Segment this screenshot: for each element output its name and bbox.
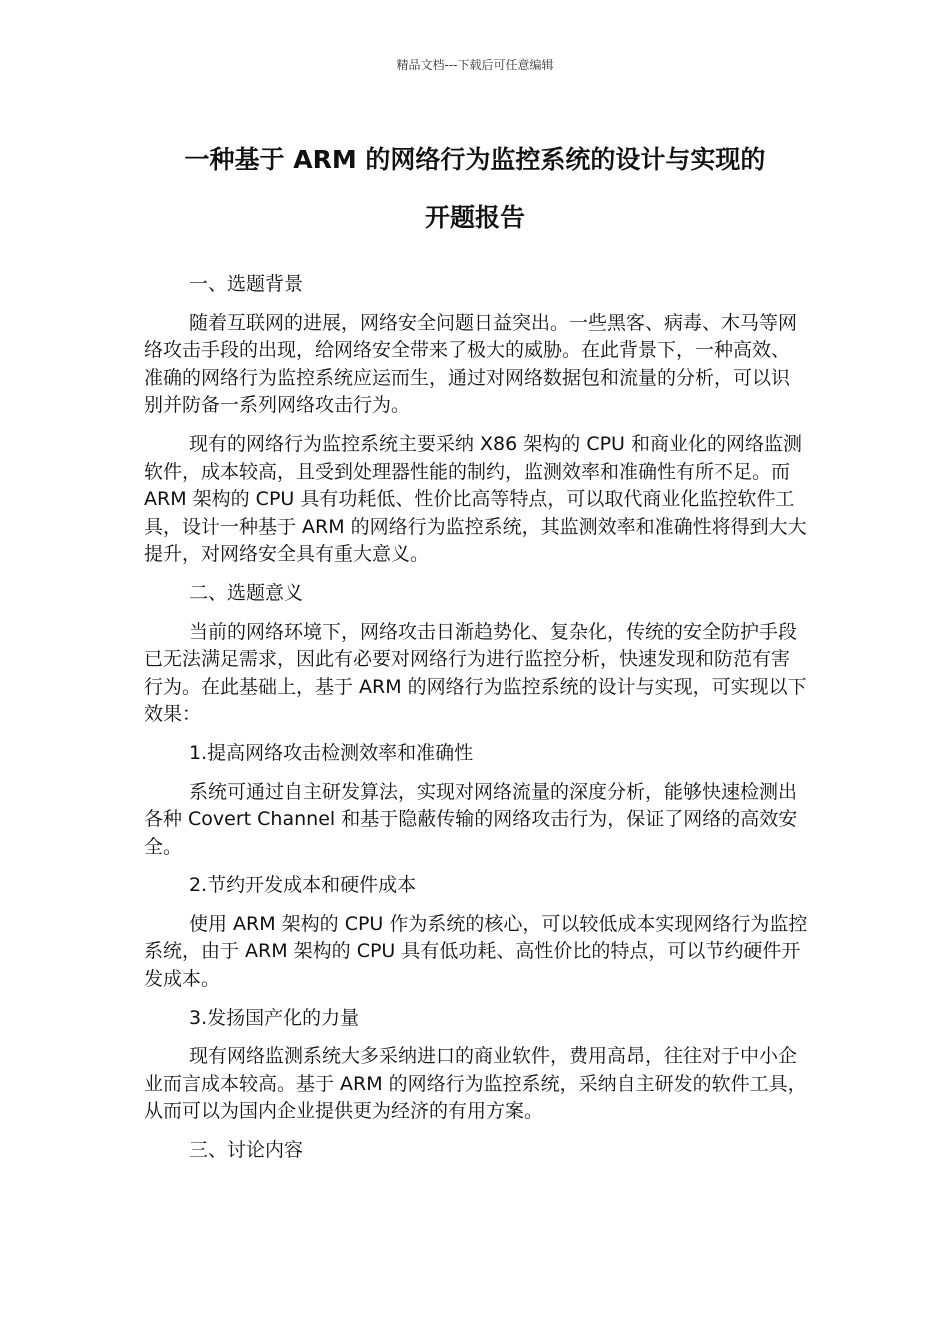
subheading-localization: 3.发扬国产化的力量 [189,1006,360,1029]
page-header: 精品文档---下载后可任意编辑 [396,58,554,72]
paragraph-background-1: 随着互联网的进展，网络安全问题日益突出。一些黑客、病毒、木马等网络攻击手段的出现，给网络安全带来了极大的威胁。在此背景下，一种高效、准确的网络行为监控系统应运而生，通过对网络数据包和流量的分析，可以识别并防备一系列网络攻击行为。 [144,311,798,417]
paragraph-cost-saving: 使用 ARM 架构的 CPU 作为系统的核心，可以较低成本实现网络行为监控系统，由于 ARM 架构的 CPU 具有低功耗、高性价比的特点，可以节约硬件开发成本。 [144,912,808,991]
title-line-2: 开题报告 [424,203,525,232]
paragraph-significance-intro: 当前的网络环境下，网络攻击日渐趋势化、复杂化，传统的安全防护手段已无法满足需求，因此有必要对网络行为进行监控分析，快速发现和防范有害行为。在此基础上，基于 ARM 的网络行为监控系统的设计与实现，可实现以下效果： [144,620,807,726]
paragraph-background-2: 现有的网络行为监控系统主要采纳 X86 架构的 CPU 和商业化的网络监测软件，成本较高，且受到处理器性能的制约，监测效率和准确性有所不足。而 ARM 架构的 CPU 具有功耗低、性价比高等特点，可以取代商业化监控软件工具，设计一种基于 ARM 的网络行为监控系统，其监测效率和准确性将得到大大提升，对网络安全具有重大意义。 [144,432,807,566]
document-title [120,131,830,247]
section-heading-background: 一、选题背景 [189,273,304,295]
subheading-cost-saving: 2.节约开发成本和硬件成本 [189,874,417,897]
document-body [144,271,808,1176]
subheading-detection-efficiency: 1.提高网络攻击检测效率和准确性 [189,741,474,764]
section-heading-research-content: 三、讨论内容 [189,1139,304,1162]
paragraph-detection-efficiency: 系统可通过自主研发算法，实现对网络流量的深度分析，能够快速检测出各种 Covert Channel 和基于隐蔽传输的网络攻击行为，保证了网络的高效安全。 [144,780,798,858]
title-line-1: 一种基于 ARM 的网络行为监控系统的设计与实现的 [184,145,766,174]
paragraph-localization: 现有网络监测系统大多采纳进口的商业软件，费用高昂，往往对于中小企业而言成本较高。基于 ARM 的网络行为监控系统，采纳自主研发的软件工具，从而可以为国内企业提供更为经济的有用方案。 [144,1045,807,1123]
section-heading-significance: 二、选题意义 [189,581,304,604]
